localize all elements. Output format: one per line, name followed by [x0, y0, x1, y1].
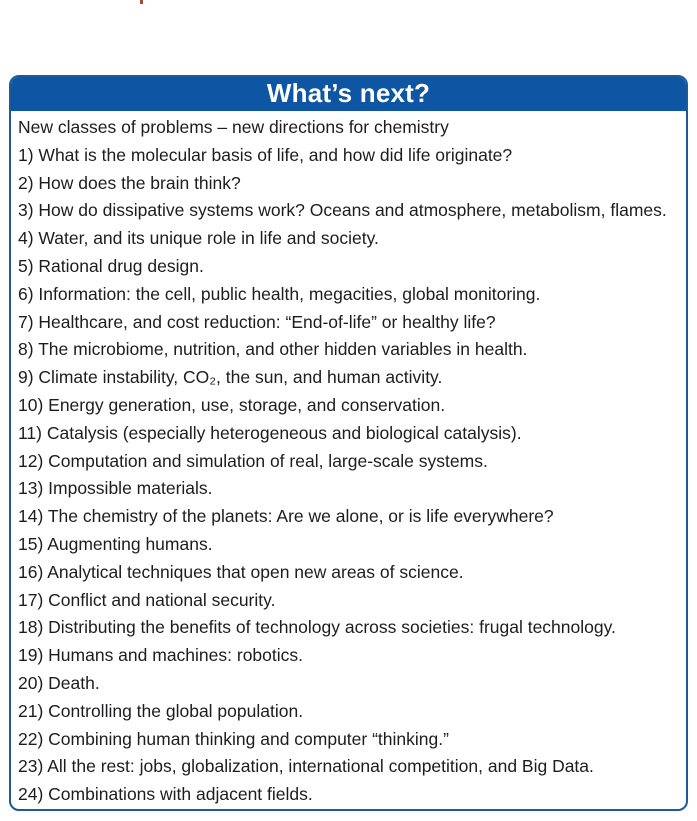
list-item: 10) Energy generation, use, storage, and conservation. — [18, 394, 446, 415]
list-item: 1) What is the molecular basis of life, and how did life originate? — [18, 144, 513, 165]
list-item: 6) Information: the cell, public health, megacities, global monitoring. — [18, 283, 541, 304]
list-item: 15) Augmenting humans. — [18, 533, 213, 554]
panel-title: What’s next? — [266, 77, 431, 108]
list-item: 21) Controlling the global population. — [18, 700, 304, 721]
list-item: 13) Impossible materials. — [18, 478, 213, 499]
stray-red-mark — [140, 0, 143, 4]
list-item: 23) All the rest: jobs, globalization, international competition, and Big Data. — [18, 756, 594, 777]
list-item: 18) Distributing the benefits of technology across societies: frugal technology. — [18, 617, 616, 638]
intro-line: New classes of problems – new directions for chemistry — [18, 117, 449, 137]
list-item: 11) Catalysis (especially heterogeneous and biological catalysis). — [18, 422, 522, 443]
list-item: 2) How does the brain think? — [18, 172, 241, 193]
list-item: 9) Climate instability, CO₂, the sun, and human activity. — [18, 367, 443, 388]
list-item: 8) The microbiome, nutrition, and other hidden variables in health. — [18, 339, 528, 360]
list-item: 7) Healthcare, and cost reduction: “End-of-life” or healthy life? — [18, 311, 496, 332]
whats-next-panel — [9, 75, 688, 811]
list-item: 17) Conflict and national security. — [18, 589, 276, 610]
list-item: 5) Rational drug design. — [18, 255, 204, 276]
list-item: 24) Combinations with adjacent fields. — [18, 784, 313, 805]
panel-header — [11, 77, 686, 111]
list-item: 22) Combining human thinking and computer “thinking.” — [18, 728, 449, 749]
list-item: 12) Computation and simulation of real, large-scale systems. — [18, 450, 488, 471]
list-item: 19) Humans and machines: robotics. — [18, 645, 303, 666]
problem-list — [11, 111, 686, 809]
list-item: 14) The chemistry of the planets: Are we alone, or is life everywhere? — [18, 506, 554, 527]
list-item: 16) Analytical techniques that open new areas of science. — [18, 561, 464, 582]
list-item: 20) Death. — [18, 672, 100, 693]
list-item: 4) Water, and its unique role in life and society. — [18, 228, 379, 249]
list-item: 3) How do dissipative systems work? Oceans and atmosphere, metabolism, flames. — [18, 200, 667, 221]
